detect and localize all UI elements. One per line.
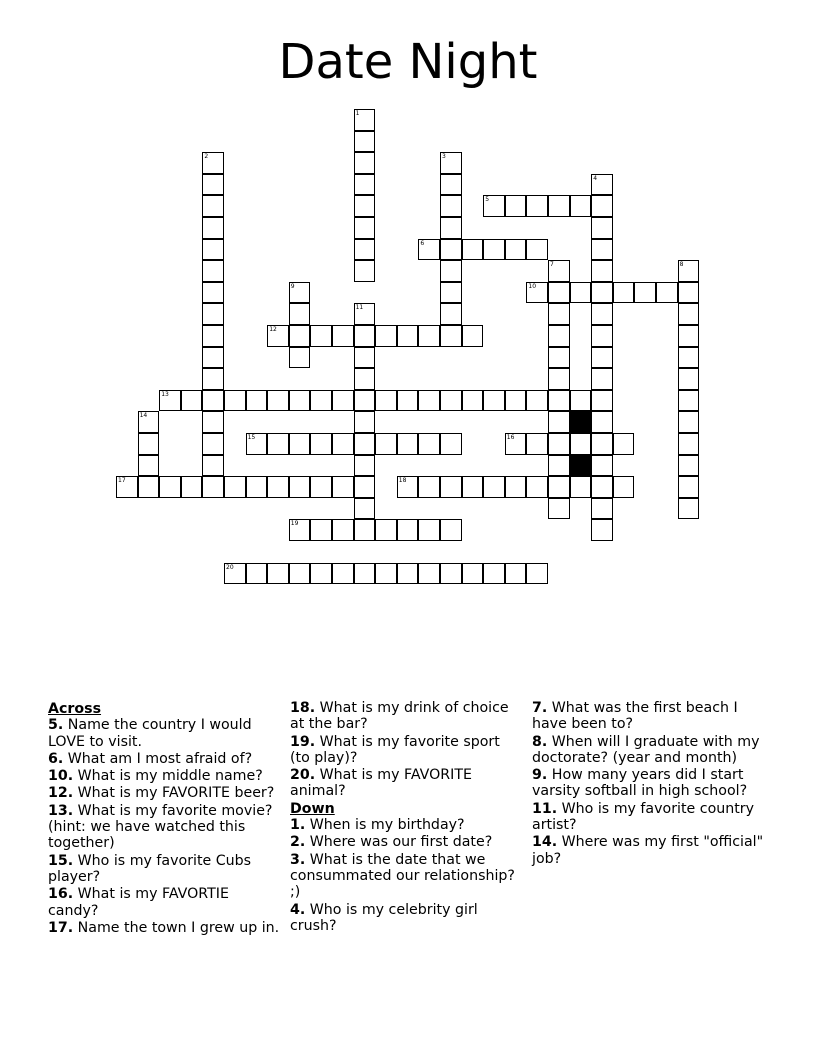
down-clue-14: 14. Where was my first "official" job? — [532, 834, 764, 867]
grid-cell[interactable] — [202, 390, 224, 412]
clue-number: 10 — [528, 282, 537, 290]
grid-cell[interactable] — [591, 519, 613, 541]
grid-cell[interactable] — [418, 433, 440, 455]
grid-cell[interactable] — [397, 325, 419, 347]
grid-cell[interactable] — [591, 174, 613, 196]
grid-cell[interactable] — [634, 282, 656, 304]
grid-cell[interactable] — [548, 390, 570, 412]
grid-cell[interactable] — [418, 390, 440, 412]
grid-cell[interactable] — [310, 325, 332, 347]
grid-cell[interactable] — [548, 455, 570, 477]
grid-cell[interactable] — [289, 347, 311, 369]
clue-number: 3 — [442, 153, 446, 161]
grid-cell[interactable] — [678, 433, 700, 455]
down-clue-7: 7. What was the first beach I have been to? — [532, 700, 738, 733]
grid-cell[interactable] — [289, 303, 311, 325]
grid-cell[interactable] — [397, 433, 419, 455]
grid-cell[interactable] — [526, 195, 548, 217]
across-clue-12: 12. What is my FAVORITE beer? — [48, 785, 275, 802]
grid-cell[interactable] — [570, 195, 592, 217]
grid-cell[interactable] — [418, 519, 440, 541]
grid-cell[interactable] — [354, 109, 376, 131]
grid-cell[interactable] — [310, 476, 332, 498]
grid-cell[interactable] — [289, 325, 311, 347]
grid-cell[interactable] — [138, 476, 160, 498]
grid-cell[interactable] — [548, 347, 570, 369]
grid-cell[interactable] — [354, 347, 376, 369]
across-heading: Across — [48, 701, 102, 717]
grid-cell[interactable] — [591, 433, 613, 455]
grid-cell[interactable] — [505, 390, 527, 412]
clue-number: 9 — [290, 282, 295, 290]
grid-cell[interactable] — [656, 282, 678, 304]
clues-column-2 — [290, 700, 522, 935]
grid-cell[interactable] — [375, 519, 397, 541]
grid-cell[interactable] — [289, 390, 311, 412]
grid-cell[interactable] — [138, 455, 160, 477]
grid-cell[interactable] — [202, 239, 224, 261]
grid-cell[interactable] — [440, 174, 462, 196]
clue-number: 18 — [398, 477, 407, 485]
grid-cell[interactable] — [591, 498, 613, 520]
grid-cell[interactable] — [548, 195, 570, 217]
grid-cell[interactable] — [505, 476, 527, 498]
grid-cell[interactable] — [591, 325, 613, 347]
grid-cell[interactable] — [483, 476, 505, 498]
grid-cell[interactable] — [354, 303, 376, 325]
grid-cell[interactable] — [159, 390, 181, 412]
grid-cell[interactable] — [548, 368, 570, 390]
grid-cell[interactable] — [678, 368, 700, 390]
grid-cell[interactable] — [246, 563, 268, 585]
grid-cell[interactable] — [440, 433, 462, 455]
grid-cell[interactable] — [440, 217, 462, 239]
across-clue-10: 10. What is my middle name? — [48, 768, 263, 785]
grid-cell[interactable] — [246, 433, 268, 455]
grid-cell[interactable] — [548, 433, 570, 455]
grid-cell[interactable] — [181, 476, 203, 498]
grid-cell[interactable] — [397, 519, 419, 541]
grid-cell[interactable] — [202, 433, 224, 455]
black-cell — [570, 411, 592, 433]
grid-cell[interactable] — [354, 325, 376, 347]
clue-number: 11 — [355, 304, 364, 312]
grid-cell[interactable] — [591, 260, 613, 282]
grid-cell[interactable] — [462, 563, 484, 585]
grid-cell[interactable] — [678, 282, 700, 304]
grid-cell[interactable] — [289, 476, 311, 498]
grid-cell[interactable] — [224, 476, 246, 498]
grid-cell[interactable] — [483, 563, 505, 585]
grid-cell[interactable] — [591, 411, 613, 433]
grid-cell[interactable] — [375, 563, 397, 585]
grid-cell[interactable] — [138, 433, 160, 455]
across-clue-5: 5. Name the country I would LOVE to visit. — [48, 717, 252, 750]
grid-cell[interactable] — [202, 455, 224, 477]
grid-cell[interactable] — [483, 239, 505, 261]
grid-cell[interactable] — [591, 303, 613, 325]
grid-cell[interactable] — [375, 325, 397, 347]
grid-cell[interactable] — [202, 325, 224, 347]
grid-cell[interactable] — [440, 195, 462, 217]
grid-cell[interactable] — [548, 325, 570, 347]
grid-cell[interactable] — [202, 303, 224, 325]
clue-number: 14 — [139, 412, 148, 420]
grid-cell[interactable] — [505, 563, 527, 585]
grid-cell[interactable] — [202, 260, 224, 282]
grid-cell[interactable] — [418, 563, 440, 585]
grid-cell[interactable] — [375, 433, 397, 455]
grid-cell[interactable] — [354, 563, 376, 585]
down-clue-4: 4. Who is my celebrity girl crush? — [290, 901, 478, 934]
grid-cell[interactable] — [440, 260, 462, 282]
grid-cell[interactable] — [202, 174, 224, 196]
grid-cell[interactable] — [354, 217, 376, 239]
grid-cell[interactable] — [613, 476, 635, 498]
grid-cell[interactable] — [354, 476, 376, 498]
grid-cell[interactable] — [202, 476, 224, 498]
grid-cell[interactable] — [310, 563, 332, 585]
grid-cell[interactable] — [678, 325, 700, 347]
grid-cell[interactable] — [354, 260, 376, 282]
grid-cell[interactable] — [483, 195, 505, 217]
grid-cell[interactable] — [289, 433, 311, 455]
grid-cell[interactable] — [332, 433, 354, 455]
grid-cell[interactable] — [332, 476, 354, 498]
grid-cell[interactable] — [548, 498, 570, 520]
grid-cell[interactable] — [570, 476, 592, 498]
grid-cell[interactable] — [678, 476, 700, 498]
grid-cell[interactable] — [462, 239, 484, 261]
grid-cell[interactable] — [440, 239, 462, 261]
grid-cell[interactable] — [548, 476, 570, 498]
clue-number: 7 — [550, 261, 554, 269]
grid-cell[interactable] — [548, 282, 570, 304]
clue-number: 16 — [506, 434, 515, 441]
across-clue-18: 18. What is my drink of choice at the bar? — [290, 700, 509, 733]
across-clue-17: 17. Name the town I grew up in. — [48, 919, 280, 936]
clue-number: 19 — [290, 520, 299, 528]
clue-number: 6 — [420, 239, 425, 247]
grid-cell[interactable] — [310, 390, 332, 412]
grid-cell[interactable] — [548, 260, 570, 282]
grid-cell[interactable] — [310, 519, 332, 541]
grid-cell[interactable] — [591, 476, 613, 498]
grid-cell[interactable] — [202, 282, 224, 304]
grid-cell[interactable] — [591, 195, 613, 217]
grid-cell[interactable] — [418, 239, 440, 261]
grid-cell[interactable] — [440, 390, 462, 412]
across-clue-16: 16. What is my FAVORTIE candy? — [48, 886, 229, 919]
grid-cell[interactable] — [440, 519, 462, 541]
grid-cell[interactable] — [332, 390, 354, 412]
grid-cell[interactable] — [678, 390, 700, 412]
puzzle-title: Date Night — [278, 34, 538, 90]
grid-cell[interactable] — [483, 390, 505, 412]
grid-cell[interactable] — [202, 217, 224, 239]
down-clue-11: 11. Who is my favorite country artist? — [532, 800, 755, 834]
grid-cell[interactable] — [678, 260, 700, 282]
grid-cell[interactable] — [526, 476, 548, 498]
grid-cell[interactable] — [354, 498, 376, 520]
grid-cell[interactable] — [440, 563, 462, 585]
grid-cell[interactable] — [246, 390, 268, 412]
grid-cell[interactable] — [591, 282, 613, 304]
grid-cell[interactable] — [505, 433, 527, 455]
grid-cell[interactable] — [591, 217, 613, 239]
grid-cell[interactable] — [202, 347, 224, 369]
clue-number: 8 — [679, 261, 684, 269]
clues-column-1 — [48, 700, 280, 937]
down-clue-2: 2. Where was our first date? — [290, 834, 493, 851]
grid-cell[interactable] — [354, 433, 376, 455]
grid-cell[interactable] — [354, 131, 376, 153]
grid-cell[interactable] — [440, 325, 462, 347]
grid-cell[interactable] — [138, 411, 160, 433]
grid-cell[interactable] — [267, 563, 289, 585]
grid-cell[interactable] — [354, 411, 376, 433]
clues-column-3 — [532, 700, 764, 868]
grid-cell[interactable] — [505, 239, 527, 261]
across-clue-6: 6. What am I most afraid of? — [48, 750, 253, 767]
down-heading: Down — [290, 800, 335, 817]
grid-cell[interactable] — [354, 455, 376, 477]
grid-cell[interactable] — [267, 325, 289, 347]
grid-cell[interactable] — [570, 390, 592, 412]
grid-cell[interactable] — [116, 476, 138, 498]
grid-cell[interactable] — [354, 239, 376, 261]
grid-cell[interactable] — [570, 433, 592, 455]
grid-cell[interactable] — [224, 390, 246, 412]
grid-cell[interactable] — [570, 282, 592, 304]
grid-cell[interactable] — [526, 239, 548, 261]
grid-cell[interactable] — [246, 476, 268, 498]
grid-cell[interactable] — [505, 195, 527, 217]
grid-cell[interactable] — [397, 390, 419, 412]
grid-cell[interactable] — [440, 476, 462, 498]
grid-cell[interactable] — [418, 476, 440, 498]
grid-cell[interactable] — [354, 390, 376, 412]
grid-cell[interactable] — [462, 390, 484, 412]
grid-cell[interactable] — [397, 476, 419, 498]
across-clue-15: 15. Who is my favorite Cubs player? — [48, 852, 252, 885]
grid-cell[interactable] — [678, 455, 700, 477]
grid-cell[interactable] — [397, 563, 419, 585]
grid-cell[interactable] — [202, 411, 224, 433]
grid-cell[interactable] — [526, 282, 548, 304]
grid-cell[interactable] — [591, 390, 613, 412]
black-cell — [570, 455, 592, 477]
grid-cell[interactable] — [678, 411, 700, 433]
grid-cell[interactable] — [548, 303, 570, 325]
clue-number: 2 — [204, 153, 209, 161]
grid-cell[interactable] — [332, 325, 354, 347]
down-clue-9: 9. How many years did I start varsity softball in high school? — [532, 767, 748, 800]
grid-cell[interactable] — [591, 455, 613, 477]
grid-cell[interactable] — [332, 519, 354, 541]
grid-cell[interactable] — [181, 390, 203, 412]
grid-cell[interactable] — [418, 325, 440, 347]
grid-cell[interactable] — [202, 195, 224, 217]
grid-cell[interactable] — [375, 390, 397, 412]
clue-number: 12 — [269, 326, 277, 333]
grid-cell[interactable] — [354, 152, 376, 174]
grid-cell[interactable] — [267, 390, 289, 412]
grid-cell[interactable] — [548, 411, 570, 433]
grid-cell[interactable] — [462, 325, 484, 347]
grid-cell[interactable] — [354, 519, 376, 541]
grid-cell[interactable] — [440, 282, 462, 304]
clue-number: 4 — [593, 174, 598, 182]
grid-cell[interactable] — [289, 282, 311, 304]
grid-cell[interactable] — [678, 303, 700, 325]
clue-number: 20 — [226, 563, 234, 571]
grid-cell[interactable] — [591, 368, 613, 390]
down-clue-3: 3. What is the date that we consummated our relationship? ;) — [290, 851, 515, 901]
grid-cell[interactable] — [332, 563, 354, 585]
grid-cell[interactable] — [591, 239, 613, 261]
grid-cell[interactable] — [526, 563, 548, 585]
grid-cell[interactable] — [678, 498, 700, 520]
grid-cell[interactable] — [289, 563, 311, 585]
down-clue-1: 1. When is my birthday? — [290, 817, 465, 834]
down-clue-8: 8. When will I graduate with my doctorate? (year and month) — [532, 733, 760, 766]
grid-cell[interactable] — [354, 368, 376, 390]
clue-number: 17 — [118, 477, 126, 485]
clue-number: 1 — [355, 110, 360, 117]
grid-cell[interactable] — [202, 368, 224, 390]
clue-number: 5 — [485, 196, 490, 204]
grid-cell[interactable] — [354, 195, 376, 217]
grid-cell[interactable] — [267, 433, 289, 455]
clue-number: 13 — [161, 390, 169, 398]
grid-cell[interactable] — [159, 476, 181, 498]
grid-cell[interactable] — [591, 347, 613, 369]
grid-cell[interactable] — [289, 519, 311, 541]
grid-cell[interactable] — [267, 476, 289, 498]
grid-cell[interactable] — [526, 390, 548, 412]
grid-cell[interactable] — [202, 152, 224, 174]
grid-cell[interactable] — [310, 433, 332, 455]
grid-cell[interactable] — [613, 282, 635, 304]
grid-cell[interactable] — [526, 433, 548, 455]
grid-cell[interactable] — [678, 347, 700, 369]
grid-cell[interactable] — [354, 174, 376, 196]
grid-cell[interactable] — [613, 433, 635, 455]
across-clue-20: 20. What is my FAVORITE animal? — [290, 767, 472, 800]
across-clue-19: 19. What is my favorite sport (to play)? — [290, 733, 500, 766]
across-clue-13: 13. What is my favorite movie? (hint: we have watched this together) — [48, 802, 273, 852]
grid-cell[interactable] — [462, 476, 484, 498]
grid-cell[interactable] — [440, 303, 462, 325]
grid-cell[interactable] — [440, 152, 462, 174]
clue-number: 15 — [247, 434, 256, 441]
grid-cell[interactable] — [224, 563, 246, 585]
